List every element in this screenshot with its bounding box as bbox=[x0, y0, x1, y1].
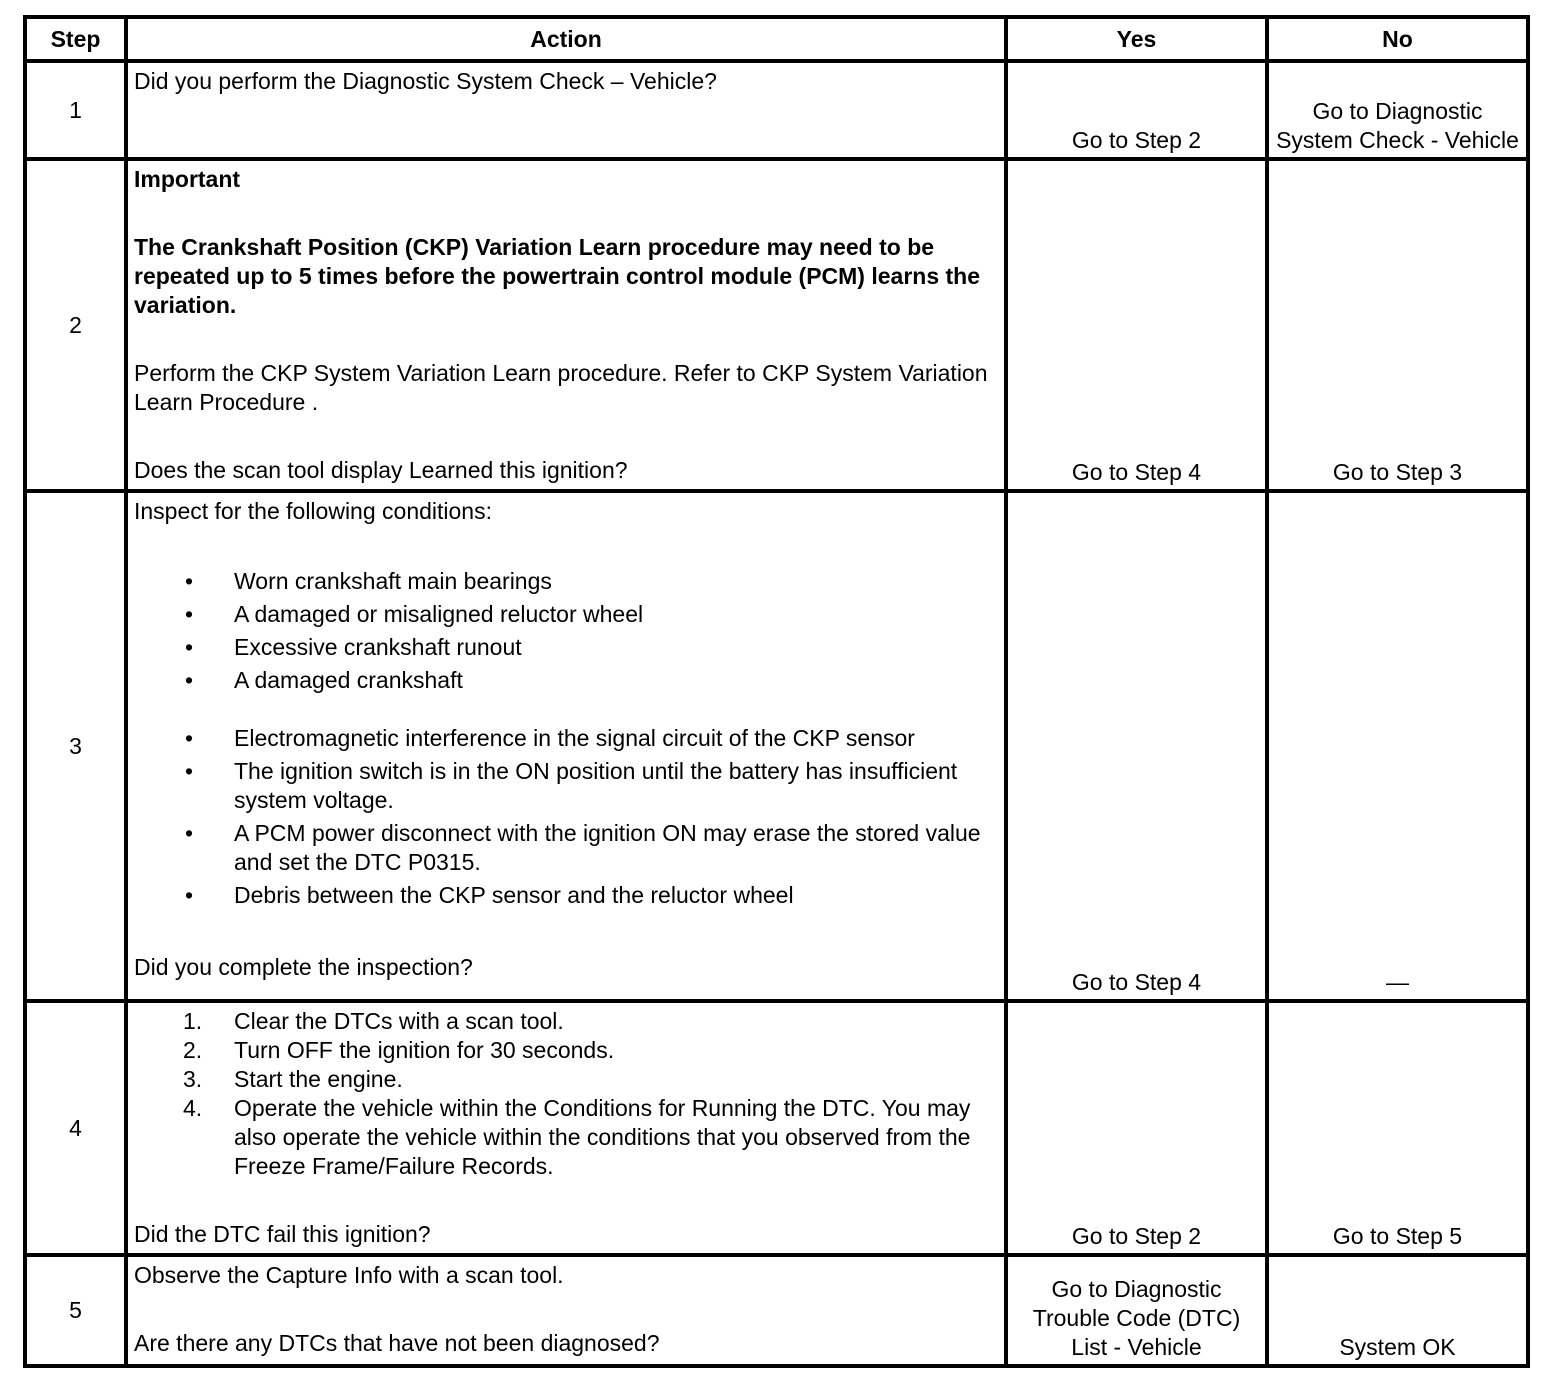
no-cell: Go to Diagnostic System Check - Vehicle bbox=[1267, 61, 1528, 159]
yes-cell: Go to Step 2 bbox=[1006, 61, 1267, 159]
bullet-icon: • bbox=[185, 820, 194, 846]
yes-cell: Go to Step 4 bbox=[1006, 491, 1267, 1001]
list-item: 2. Turn OFF the ignition for 30 seconds. bbox=[183, 1037, 615, 1063]
action-cell bbox=[126, 1255, 1006, 1366]
bullet-icon: • bbox=[185, 882, 194, 908]
step-number: 4 bbox=[25, 1001, 126, 1255]
yes-cell: Go to Step 4 bbox=[1006, 159, 1267, 491]
list-item: • Excessive crankshaft runout bbox=[185, 634, 522, 660]
yes-cell: Go to Step 2 bbox=[1006, 1001, 1267, 1255]
action-cell bbox=[126, 491, 1006, 1001]
yes-cell: Go to Diagnostic Trouble Code (DTC) List - Vehicle bbox=[1006, 1255, 1267, 1366]
bullet-icon: • bbox=[185, 758, 194, 784]
instruction-text: Perform the CKP System Variation Learn procedure. Refer to CKP System Variation Learn Procedure . bbox=[134, 360, 988, 415]
bullet-icon: • bbox=[185, 634, 194, 660]
bullet-icon: • bbox=[185, 568, 194, 594]
step-number: 5 bbox=[25, 1255, 126, 1366]
list-item: • A PCM power disconnect with the ignition ON may erase the stored value and set the DTC P0315. bbox=[185, 820, 981, 875]
table-row-step-3 bbox=[25, 491, 1528, 1001]
list-item: • A damaged crankshaft bbox=[185, 667, 463, 693]
no-cell: System OK bbox=[1267, 1255, 1528, 1366]
question-text: Did you complete the inspection? bbox=[134, 954, 473, 980]
bullet-icon: • bbox=[185, 601, 194, 627]
question-text: Did the DTC fail this ignition? bbox=[134, 1221, 431, 1247]
diagnostic-table bbox=[23, 15, 1530, 1368]
list-item: • The ignition switch is in the ON position until the battery has insufficient system voltage. bbox=[185, 758, 958, 813]
no-cell: — bbox=[1267, 491, 1528, 1001]
list-item: • Debris between the CKP sensor and the reluctor wheel bbox=[185, 882, 794, 908]
instruction-text: Observe the Capture Info with a scan tool. bbox=[134, 1262, 564, 1288]
table-row-step-2 bbox=[25, 159, 1528, 491]
table-row-step-4 bbox=[25, 1001, 1528, 1255]
question-text: Did you perform the Diagnostic System Check – Vehicle? bbox=[134, 68, 717, 94]
no-cell: Go to Step 3 bbox=[1267, 159, 1528, 491]
step-number: 3 bbox=[25, 491, 126, 1001]
question-text: Does the scan tool display Learned this ignition? bbox=[134, 457, 628, 483]
question-text: Are there any DTCs that have not been diagnosed? bbox=[134, 1330, 660, 1356]
important-label: Important bbox=[134, 166, 241, 192]
table-header-row bbox=[25, 17, 1528, 61]
header-step: Step bbox=[25, 17, 126, 61]
action-cell bbox=[126, 159, 1006, 491]
procedure-list bbox=[134, 1007, 994, 1181]
condition-list bbox=[134, 567, 994, 695]
list-item: • Electromagnetic interference in the signal circuit of the CKP sensor bbox=[185, 725, 915, 751]
header-no: No bbox=[1267, 17, 1528, 61]
header-yes: Yes bbox=[1006, 17, 1267, 61]
intro-text: Inspect for the following conditions: bbox=[134, 498, 492, 524]
no-cell: Go to Step 5 bbox=[1267, 1001, 1528, 1255]
condition-list bbox=[134, 724, 994, 910]
step-number: 1 bbox=[25, 61, 126, 159]
step-number: 2 bbox=[25, 159, 126, 491]
header-action: Action bbox=[126, 17, 1006, 61]
important-text: The Crankshaft Position (CKP) Variation Learn procedure may need to be repeated up to 5 times before the powertrain control module (PCM) learns the variation. bbox=[134, 234, 981, 318]
list-item: 1. Clear the DTCs with a scan tool. bbox=[183, 1008, 564, 1034]
table-row-step-1 bbox=[25, 61, 1528, 159]
action-cell bbox=[126, 61, 1006, 159]
action-cell bbox=[126, 1001, 1006, 1255]
list-item: 4. Operate the vehicle within the Conditions for Running the DTC. You may also operate the vehicle within the conditions that you observed from the Freeze Frame/Failure Records. bbox=[183, 1095, 971, 1179]
list-item: • Worn crankshaft main bearings bbox=[185, 568, 552, 594]
table-row-step-5 bbox=[25, 1255, 1528, 1366]
bullet-icon: • bbox=[185, 667, 194, 693]
list-item: 3. Start the engine. bbox=[183, 1066, 403, 1092]
bullet-icon: • bbox=[185, 725, 194, 751]
list-item: • A damaged or misaligned reluctor wheel bbox=[185, 601, 644, 627]
